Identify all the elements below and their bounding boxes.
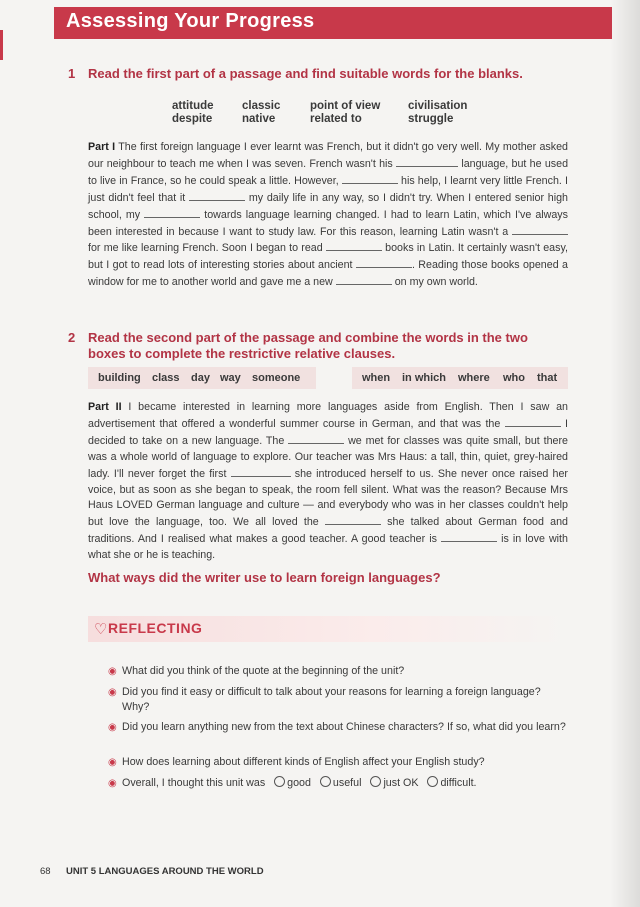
word-bank-word: point of view [310, 100, 381, 112]
part1-passage [88, 140, 568, 291]
box-word: that [537, 372, 558, 384]
reflection-rating [122, 776, 568, 791]
passage-text: we met for classes was quite small, but there was a whole world of language to explore. Our teacher was Mrs Haus: a tall, thin, quiet, grey-haired lady. I'll never forget the first [88, 434, 569, 480]
radio-good[interactable] [274, 776, 285, 787]
reflection-text: Did you learn anything new from the text about Chinese characters? If so, what did you learn? [122, 721, 566, 733]
bullet-icon: ◉ [108, 666, 117, 677]
blank-field[interactable] [336, 274, 392, 285]
reflection-text: What did you think of the quote at the beginning of the unit? [122, 665, 405, 677]
page-title: Assessing Your Progress [66, 10, 315, 32]
part2-label: Part II [88, 401, 122, 413]
passage-text: towards language learning changed. I had to learn Latin, which I've always been interested in because I want to study law. For this reason, learning Latin wasn't a [88, 208, 568, 238]
blank-field[interactable] [189, 190, 245, 201]
unit-title: UNIT 5 LANGUAGES AROUND THE WORLD [66, 866, 264, 877]
blank-field[interactable] [356, 257, 412, 268]
lightbulb-icon: ♡ [94, 621, 108, 638]
option-label: just OK [383, 777, 419, 789]
reflection-text: Did you find it easy or difficult to talk about your reasons for learning a foreign language? Why? [122, 686, 541, 713]
bullet-icon: ◉ [108, 778, 117, 789]
part2-passage [88, 400, 568, 564]
word-bank-word: related to [310, 113, 362, 125]
blank-field[interactable] [512, 224, 568, 235]
box-word: day [191, 372, 210, 384]
box-word: when [362, 372, 391, 384]
word-box-relatives [352, 367, 568, 389]
rating-prompt: Overall, I thought this unit was [122, 777, 266, 789]
word-bank-word: civilisation [408, 100, 468, 112]
passage-text: on my own world. [394, 276, 478, 289]
left-edge-mark [0, 30, 3, 60]
part1-label: Part I [88, 141, 116, 153]
option-label: difficult. [440, 777, 477, 789]
passage-text: I decided to take on a new language. The [88, 417, 568, 447]
blank-field[interactable] [342, 173, 398, 184]
radio-useful[interactable] [320, 776, 331, 787]
bullet-icon: ◉ [108, 722, 117, 733]
passage-text: my daily life in any way, so I didn't try. When I entered senior high school, my [88, 191, 568, 221]
passage-text: I became interested in learning more languages aside from English. Then I saw an advertisement that offered a wonderful summer course in German, and that was the [88, 401, 568, 430]
word-bank-word: classic [242, 100, 281, 112]
passage-text: his help, I learnt very little French. I just didn't feel that it [88, 174, 568, 204]
blank-field[interactable] [396, 156, 458, 167]
blank-field[interactable] [326, 240, 382, 251]
bullet-icon: ◉ [108, 687, 117, 698]
word-bank-word: native [242, 113, 276, 125]
page-shadow [610, 0, 640, 907]
word-bank-word: despite [172, 113, 213, 125]
box-word: where [458, 372, 490, 384]
passage-text: she introduced herself to us. She never once raised her voice, but as soon as she began to speak, the room fell silent. What was the reason? Because Mrs Haus LOVED German language and culture — and everybody who was in her classes couldn't help but love the language, too. We all loved the [88, 467, 568, 529]
reflection-text: How does learning about different kinds of English affect your English study? [122, 756, 485, 768]
blank-field[interactable] [231, 466, 291, 477]
passage-text: is in love with what she or he is teaching. [88, 533, 568, 562]
passage-text: for me like learning French. Soon I began to read [88, 242, 323, 255]
passage-text: she talked about German food and traditions. And I realised what makes a good teacher. A good teacher is [88, 516, 568, 546]
q1-number: 1 [68, 66, 76, 81]
passage-text: . Reading those books opened a window for me to another world and gave me a new [88, 259, 568, 289]
followup-question-text: What ways did the writer use to learn foreign languages? [88, 570, 441, 585]
box-word: in which [402, 372, 446, 384]
passage-text: language, but he used to live in France, so he could speak a little. However, [88, 157, 569, 187]
box-word: way [220, 372, 241, 384]
box-word: who [503, 372, 525, 384]
page-number: 68 [40, 866, 51, 877]
q1-instruction: Read the first part of a passage and find suitable words for the blanks. [88, 66, 523, 81]
passage-text: books in Latin. It certainly wasn't easy, but I got to read lots of interesting stories about ancient [88, 242, 568, 272]
radio-just-ok[interactable] [370, 776, 381, 787]
word-bank-word: attitude [172, 100, 214, 112]
bullet-icon: ◉ [108, 757, 117, 768]
passage-text: The first foreign language I ever learnt was French, but it didn't go very well. My mother asked our neighbour to teach me when I was seven. French wasn't his [88, 141, 569, 170]
blank-field[interactable] [441, 531, 497, 542]
reflecting-title: REFLECTING [108, 620, 203, 636]
box-word: someone [252, 372, 301, 384]
box-word: building [98, 372, 141, 384]
blank-field[interactable] [144, 207, 200, 218]
option-label: good [287, 777, 311, 789]
q2-number: 2 [68, 330, 76, 345]
blank-field[interactable] [288, 433, 344, 444]
box-word: class [152, 372, 180, 384]
radio-difficult[interactable] [427, 776, 438, 787]
reflecting-header [88, 616, 568, 642]
word-box-nouns [88, 367, 316, 389]
q2-instruction: Read the second part of the passage and combine the words in the two boxes to complete the restrictive relative clauses. [88, 330, 528, 361]
blank-field[interactable] [325, 514, 381, 525]
word-bank-word: struggle [408, 113, 454, 125]
option-label: useful [332, 777, 362, 789]
blank-field[interactable] [505, 416, 561, 427]
title-banner [54, 7, 612, 39]
